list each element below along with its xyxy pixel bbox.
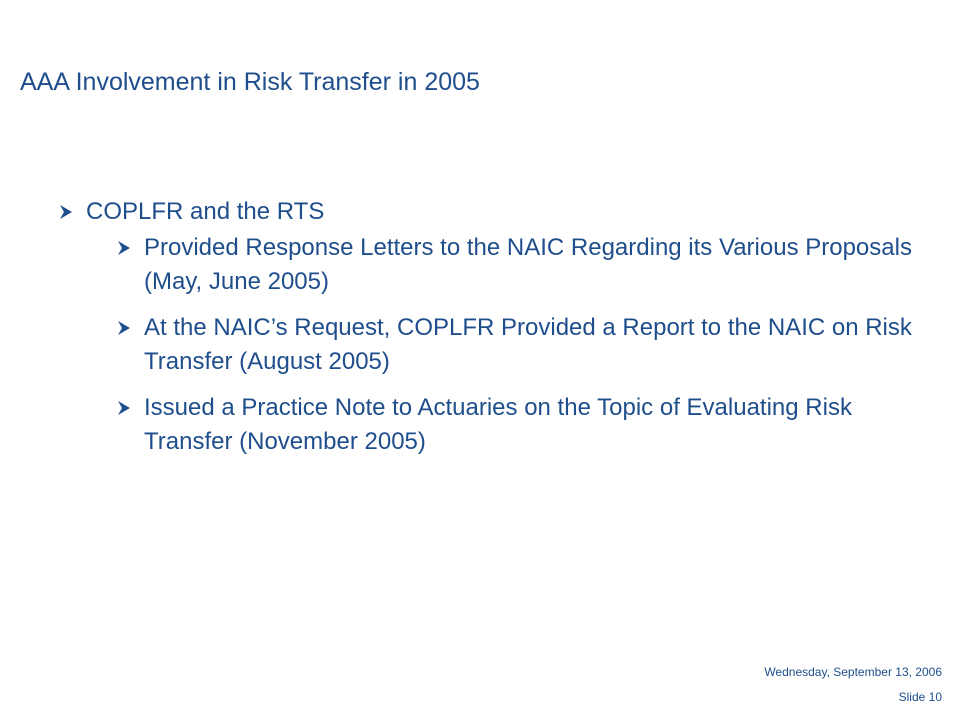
arrowhead-bullet-icon xyxy=(116,231,144,265)
slide-title: AAA Involvement in Risk Transfer in 2005 xyxy=(20,68,480,96)
subbullet-item-report xyxy=(116,311,918,379)
subbullet-item-response-letters xyxy=(116,231,918,299)
subbullet-text: Issued a Practice Note to Actuaries on the Topic of Evaluating Risk Transfer (November 2005) xyxy=(144,394,852,455)
slide-number: Slide 10 xyxy=(898,690,942,704)
bullet-list xyxy=(58,195,918,471)
arrowhead-bullet-icon xyxy=(116,391,144,425)
bullet-item-coplfr xyxy=(58,195,918,229)
arrowhead-bullet-icon xyxy=(116,311,144,345)
subbullet-text: Provided Response Letters to the NAIC Regarding its Various Proposals (May, June 2005) xyxy=(144,234,912,295)
footer-date: Wednesday, September 13, 2006 xyxy=(764,665,942,679)
bullet-text: COPLFR and the RTS xyxy=(86,198,325,225)
arrowhead-bullet-icon xyxy=(58,195,86,229)
subbullet-item-practice-note xyxy=(116,391,918,459)
subbullet-text: At the NAIC’s Request, COPLFR Provided a Report to the NAIC on Risk Transfer (August 2005) xyxy=(144,314,912,375)
